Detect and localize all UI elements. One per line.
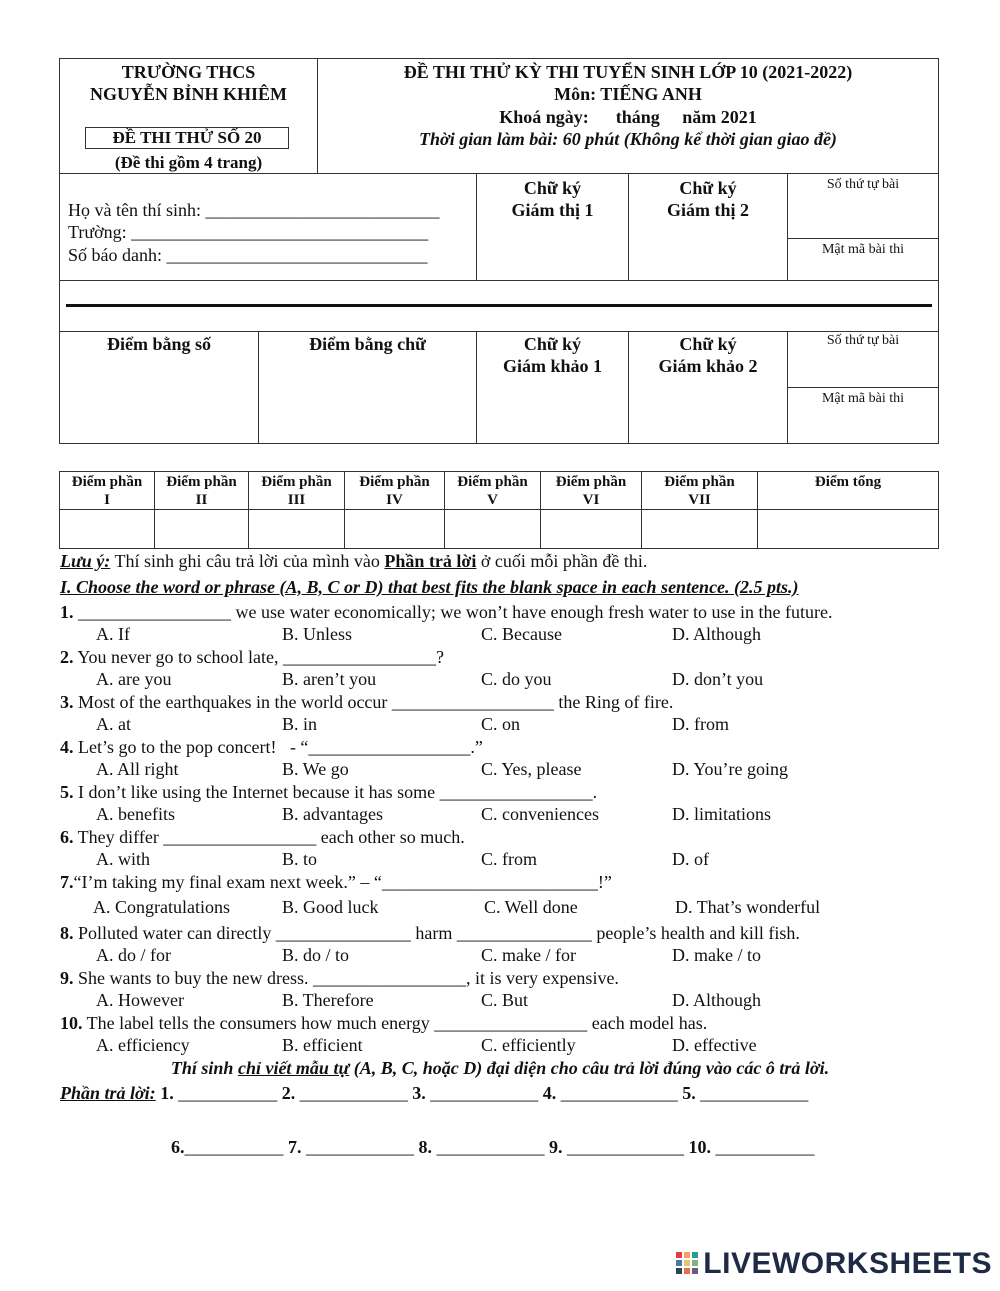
option-a: A. with xyxy=(96,849,150,869)
question-8: 8. Polluted water can directly _______________ harm _______________ people’s health and kill fish. xyxy=(60,923,800,943)
answer-blank-7[interactable]: ____________ xyxy=(301,1137,414,1157)
option-a: A. do / for xyxy=(96,945,171,965)
order-number-label: Số thứ tự bài xyxy=(826,177,900,192)
part-score-header: Điểm phần IV xyxy=(359,474,430,508)
option-c: C. Because xyxy=(481,624,562,644)
answer-blank-2[interactable]: ____________ xyxy=(295,1083,408,1103)
question-2: 2. You never go to school late, _________________? xyxy=(60,647,444,667)
note-line xyxy=(60,550,647,572)
school-name-line2: NGUYỄN BỈNH KHIÊM xyxy=(89,84,287,104)
divider xyxy=(787,387,938,388)
supervisor1-label: Giám thị 1 xyxy=(511,200,594,220)
option-d: D. You’re going xyxy=(672,759,789,779)
option-d: D. effective xyxy=(672,1035,757,1055)
option-d: D. make / to xyxy=(672,945,761,965)
answer-row-1: Phần trả lời: 1. ___________ 2. ____________ 3. ____________ 4. _____________ 5. ____________ xyxy=(60,1083,809,1103)
examiner1-label: Giám khảo 1 xyxy=(502,356,603,376)
exam-duration: Thời gian làm bài: 60 phút (Không kể thời gian giao đề) xyxy=(419,129,837,149)
part-score-header: Điểm phần III xyxy=(261,474,332,508)
question-3: 3. Most of the earthquakes in the world occur __________________ the Ring of fire. xyxy=(60,692,674,712)
answer-blank-4[interactable]: _____________ xyxy=(556,1083,678,1103)
option-b: B. Unless xyxy=(282,624,353,644)
note-text: ở cuối mỗi phần đề thi. xyxy=(476,551,648,571)
supervisor1-signature-label: Chữ ký xyxy=(523,178,582,198)
question-7: 7.“I’m taking my final exam next week.” – “________________________!” xyxy=(60,872,612,892)
option-b: B. aren’t you xyxy=(282,669,377,689)
exam-title: ĐỀ THI THỬ KỲ THI TUYỂN SINH LỚP 10 (2021-2022) xyxy=(403,62,853,82)
option-c: C. But xyxy=(481,990,529,1010)
option-a: A. All right xyxy=(96,759,179,779)
option-d: D. limitations xyxy=(672,804,771,824)
answer-instruction: Thí sinh chỉ viết mẫu tự (A, B, C, hoặc D) đại diện cho câu trả lời đúng vào các ô trả lời. xyxy=(170,1058,830,1078)
exam-date: Khoá ngày: tháng năm 2021 xyxy=(499,107,757,127)
liveworksheets-logo-icon xyxy=(675,1251,699,1275)
question-1: 1. _________________ we use water economically; we won’t have enough fresh water to use in the future. xyxy=(60,602,833,622)
divider xyxy=(787,238,938,239)
candidate-school-field[interactable]: Trường: _________________________________ xyxy=(68,222,429,242)
option-b: B. Good luck xyxy=(282,897,379,917)
answer-blank-1[interactable]: ___________ xyxy=(173,1083,278,1103)
grading-order-number-label: Số thứ tự bài xyxy=(826,333,900,348)
part-score-header: Điểm phần VII xyxy=(664,474,735,508)
option-a: A. However xyxy=(96,990,184,1010)
option-d: D. Although xyxy=(672,990,762,1010)
note-text: Thí sinh ghi câu trả lời của mình vào xyxy=(110,551,385,571)
question-6: 6. They differ _________________ each other so much. xyxy=(60,827,465,847)
option-a: A. are you xyxy=(96,669,172,689)
option-d: D. from xyxy=(672,714,729,734)
question-5: 5. I don’t like using the Internet because it has some _________________. xyxy=(60,782,598,802)
note-answer-section: Phần trả lời xyxy=(384,551,477,571)
candidate-name-field[interactable]: Họ và tên thí sinh: __________________________ xyxy=(68,200,440,220)
secret-code-label: Mật mã bài thi xyxy=(821,242,905,257)
option-a: A. at xyxy=(96,714,131,734)
option-b: B. We go xyxy=(282,759,349,779)
option-c: C. Yes, please xyxy=(481,759,582,779)
answer-blank-6[interactable]: ___________ xyxy=(184,1137,284,1157)
option-c: C. from xyxy=(481,849,537,869)
answer-row-2: 6.___________ 7. ____________ 8. ____________ 9. _____________ 10. ___________ xyxy=(171,1137,815,1157)
option-a: A. If xyxy=(96,624,130,644)
liveworksheets-text: LIVEWORKSHEETS xyxy=(703,1247,992,1280)
option-d: D. of xyxy=(672,849,709,869)
question-9: 9. She wants to buy the new dress. _________________, it is very expensive. xyxy=(60,968,619,988)
test-number: ĐỀ THI THỬ SỐ 20 xyxy=(112,128,262,147)
answer-blank-10[interactable]: ___________ xyxy=(711,1137,815,1157)
liveworksheets-logo xyxy=(675,1247,992,1281)
part-score-header: Điểm phần V xyxy=(457,474,528,508)
part-score-header: Điểm phần VI xyxy=(555,474,627,508)
option-c: C. efficiently xyxy=(481,1035,576,1055)
answer-blank-8[interactable]: ____________ xyxy=(432,1137,545,1157)
supervisor2-label: Giám thị 2 xyxy=(666,200,749,220)
total-score-header: Điểm tổng xyxy=(814,474,882,490)
option-b: B. do / to xyxy=(282,945,350,965)
examiner2-signature-label: Chữ ký xyxy=(679,334,737,354)
option-d: D. That’s wonderful xyxy=(675,897,821,917)
option-d: D. Although xyxy=(672,624,762,644)
examiner2-label: Giám khảo 2 xyxy=(658,356,758,376)
option-b: B. Therefore xyxy=(282,990,374,1010)
option-c: C. Well done xyxy=(484,897,578,917)
option-c: C. make / for xyxy=(481,945,576,965)
option-a: A. efficiency xyxy=(96,1035,190,1055)
option-b: B. to xyxy=(282,849,318,869)
answer-blank-9[interactable]: _____________ xyxy=(562,1137,684,1157)
question-10: 10. The label tells the consumers how much energy _________________ each model has. xyxy=(60,1013,708,1033)
option-a: A. Congratulations xyxy=(93,897,230,917)
examiner1-signature-label: Chữ ký xyxy=(523,334,582,354)
part-score-header: Điểm phần I xyxy=(71,474,143,508)
test-number-box xyxy=(85,127,289,149)
option-c: C. do you xyxy=(481,669,552,689)
divider xyxy=(59,509,939,510)
option-d: D. don’t you xyxy=(672,669,764,689)
answer-blank-5[interactable]: ____________ xyxy=(695,1083,809,1103)
note-label: Lưu ý: xyxy=(60,551,111,571)
option-c: C. on xyxy=(481,714,521,734)
page-count: (Đề thi gồm 4 trang) xyxy=(114,153,263,172)
grading-secret-code-label: Mật mã bài thi xyxy=(821,391,905,406)
score-number-label: Điểm bằng số xyxy=(106,334,211,354)
option-c: C. conveniences xyxy=(481,804,599,824)
option-b: B. efficient xyxy=(282,1035,363,1055)
school-name-line1: TRƯỜNG THCS xyxy=(121,62,256,82)
option-a: A. benefits xyxy=(96,804,175,824)
supervisor2-signature-label: Chữ ký xyxy=(679,178,737,198)
exam-subject: Môn: TIẾNG ANH xyxy=(554,84,702,104)
option-b: B. advantages xyxy=(282,804,383,824)
question-4: 4. Let’s go to the pop concert! - “__________________.” xyxy=(60,737,483,757)
section-1-title: I. Choose the word or phrase (A, B, C or D) that best fits the blank space in each sentence. (2.5 pts.) xyxy=(60,577,799,597)
candidate-id-field[interactable]: Số báo danh: _____________________________ xyxy=(68,245,428,265)
answer-blank-3[interactable]: ____________ xyxy=(425,1083,539,1103)
cut-line xyxy=(66,304,932,307)
answer-section-label: Phần trả lời: xyxy=(60,1083,156,1103)
part-score-header: Điểm phần II xyxy=(166,474,237,508)
score-words-label: Điểm bằng chữ xyxy=(309,334,426,354)
option-b: B. in xyxy=(282,714,318,734)
